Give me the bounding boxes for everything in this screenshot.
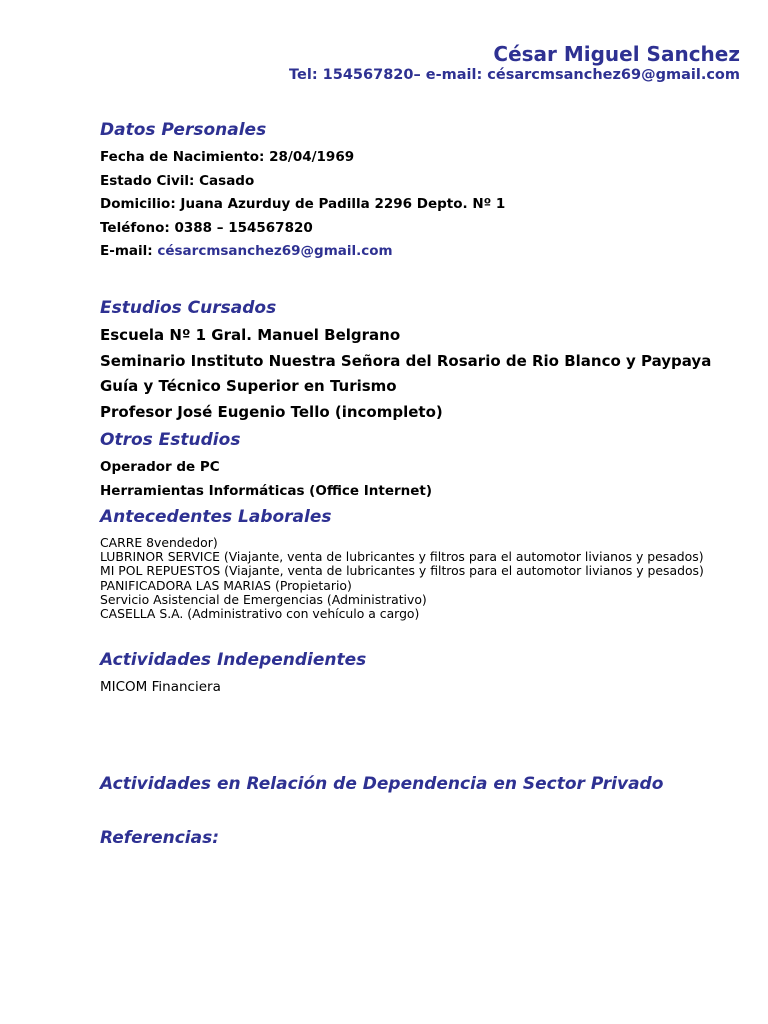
candidate-name: César Miguel Sanchez (493, 42, 740, 66)
study-item: Escuela Nº 1 Gral. Manuel Belgrano (100, 326, 401, 344)
section-title-actividades-dependencia: Actividades en Relación de Dependencia en Sector Privado (100, 774, 664, 794)
cv-page (100, 0, 740, 1024)
section-title-estudios-cursados: Estudios Cursados (100, 298, 277, 318)
section-title-actividades-independientes: Actividades Independientes (100, 650, 367, 670)
other-study-item: Operador de PC (100, 459, 220, 475)
header-contact-line: Tel: 154567820– e-mail: césarcmsanchez69@gmail.com (289, 67, 740, 83)
work-item: MI POL REPUESTOS (Viajante, venta de lubricantes y filtros para el automotor livianos y pesados) (100, 563, 704, 579)
section-title-otros-estudios: Otros Estudios (100, 430, 241, 450)
work-item: Servicio Asistencial de Emergencias (Administrativo) (100, 591, 427, 607)
email-label: E-mail: (100, 243, 158, 259)
section-title-datos-personales: Datos Personales (100, 120, 267, 140)
study-item: Profesor José Eugenio Tello (incompleto) (100, 403, 443, 422)
work-item: PANIFICADORA LAS MARIAS (Propietario) (100, 577, 352, 593)
section-title-antecedentes-laborales: Antecedentes Laborales (100, 507, 332, 527)
personal-data-list (100, 146, 505, 264)
email-row (100, 240, 505, 264)
independent-activity-item: MICOM Financiera (100, 679, 221, 695)
phone: Teléfono: 0388 – 154567820 (100, 219, 313, 236)
work-item: LUBRINOR SERVICE (Viajante, venta de lubricantes y filtros para el automotor livianos y pesados) (100, 549, 704, 565)
study-item: Guía y Técnico Superior en Turismo (100, 377, 397, 396)
email-link[interactable]: césarcmsanchez69@gmail.com (157, 243, 393, 259)
section-title-referencias: Referencias: (100, 828, 220, 848)
civil-status: Estado Civil: Casado (100, 172, 255, 189)
work-item: CASELLA S.A. (Administrativo con vehículo a cargo) (100, 606, 420, 622)
work-item: CARRE 8vendedor) (100, 535, 218, 550)
other-study-item: Herramientas Informáticas (Office Internet) (100, 482, 433, 499)
cv-header (289, 42, 740, 85)
other-studies-list (100, 456, 432, 503)
studies-list (100, 323, 711, 426)
study-item: Seminario Instituto Nuestra Señora del Rosario de Rio Blanco y Paypaya (100, 351, 712, 370)
birth-date: Fecha de Nacimiento: 28/04/1969 (100, 149, 355, 165)
work-history-list (100, 536, 704, 621)
address: Domicilio: Juana Azurduy de Padilla 2296 Depto. Nº 1 (100, 196, 506, 212)
